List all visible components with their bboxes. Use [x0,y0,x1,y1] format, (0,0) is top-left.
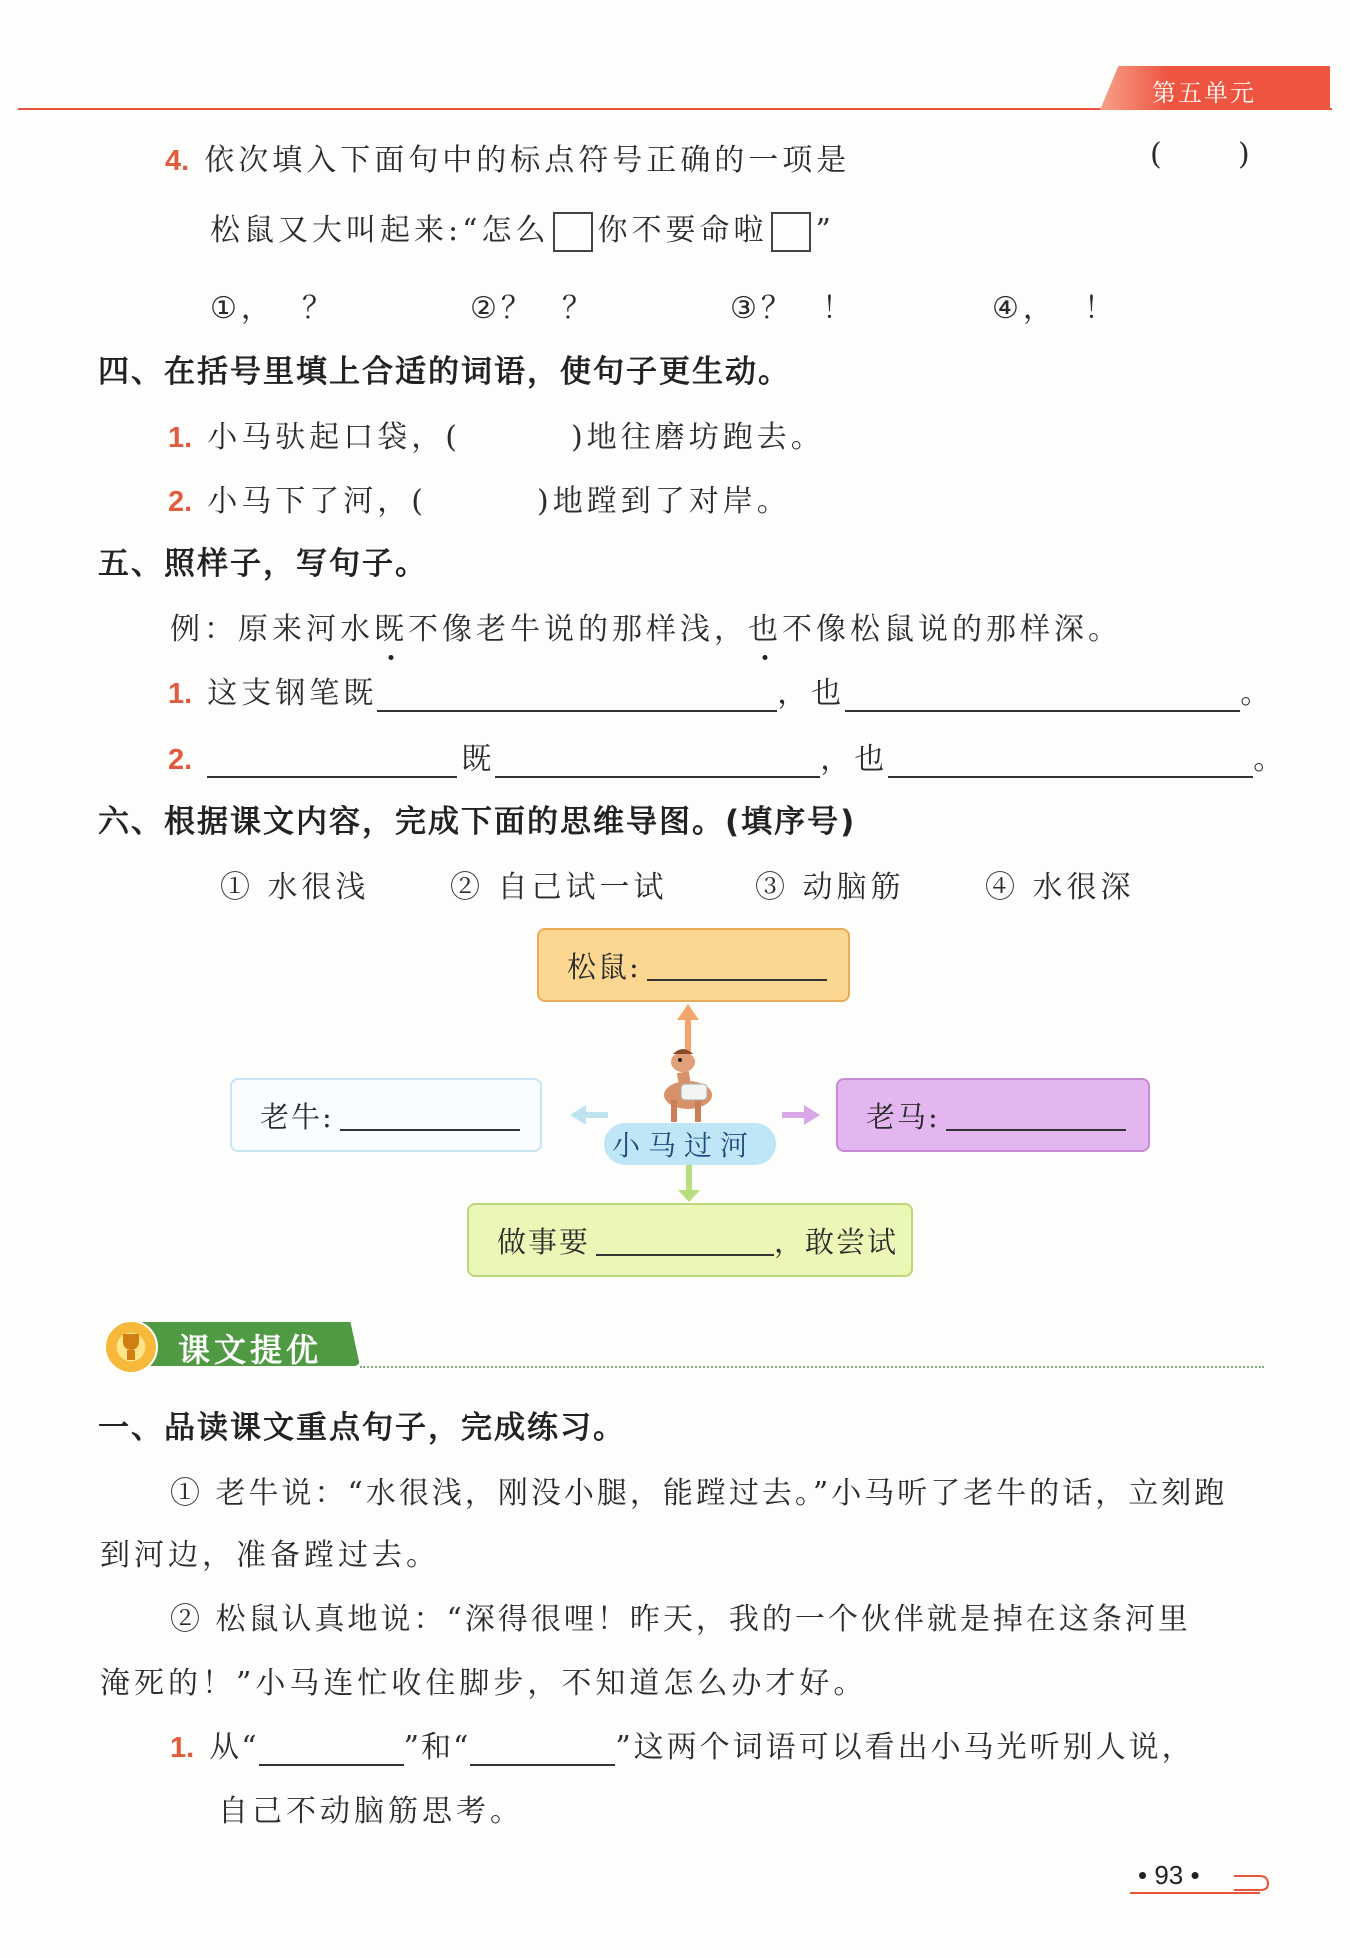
sec4-item-1 [168,412,825,456]
q4-sentence-a: 松鼠又大叫起来:“怎么 [210,213,550,248]
map-box-squirrel [537,928,850,1002]
sec6-option-2: ② 自己试一试 [450,870,668,905]
sec1-q1-b: ”和“ [403,1730,471,1765]
sec5-item-2-number: 2. [168,744,193,776]
sec5-example-a: 例：原来河水 [170,612,374,647]
sec5-item-2 [168,734,1287,778]
map-bottom-b: ，敢尝试 [774,1224,899,1259]
trophy-icon [104,1320,158,1374]
q4-stem-row [165,135,850,179]
map-bottom-blank[interactable] [596,1224,774,1256]
sec5-item-1 [168,668,1274,712]
map-bottom-a: 做事要 [497,1224,591,1259]
map-top-blank[interactable] [647,949,827,981]
arrow-down [678,1162,700,1202]
pony-icon [643,1040,733,1130]
sec5-item-2-b: ，也 [820,742,889,777]
sec1-q1-line-2: 自己不动脑筋思考。 [218,1794,524,1829]
q4-sentence-c: ” [815,213,835,248]
map-box-old-horse [836,1078,1150,1152]
sec1-q1-a: 从“ [209,1730,259,1765]
footer-rule [1130,1892,1260,1894]
q4-blank-box-1[interactable] [553,212,593,252]
map-box-lesson [467,1203,913,1277]
sec5-example-ji: 既 [374,604,408,648]
sec4-item-2 [168,476,791,520]
q4-option-3[interactable]: ③？ ！ [730,291,856,326]
sec5-item-1-a: 这支钢笔既 [207,676,378,711]
sec5-item-1-blank-2[interactable] [845,680,1240,712]
sec5-item-2-blank-1[interactable] [207,746,457,778]
sec5-title: 五、照样子，写句子。 [98,546,428,582]
sec1-paragraph-2-line-1: ② 松鼠认真地说：“深得很哩！昨天，我的一个伙伴就是掉在这条河里 [170,1602,1191,1637]
sec1-q1-blank-2[interactable] [470,1734,615,1766]
sec1-paragraph-1-line-1: ① 老牛说：“水很浅，刚没小腿，能蹚过去。”小马听了老牛的话，立刻跑 [170,1476,1228,1511]
map-right-blank[interactable] [946,1099,1126,1131]
q4-number: 4. [165,145,190,177]
banner-label: 课文提优 [178,1331,323,1369]
sec5-item-2-blank-2[interactable] [495,746,820,778]
sec5-item-1-blank-1[interactable] [377,680,777,712]
q4-sentence-b: 你不要命啦 [597,213,768,248]
map-right-label: 老马: [866,1099,940,1134]
sec1-title: 一、品读课文重点句子，完成练习。 [98,1410,626,1446]
sec4-item-1-a: 小马驮起口袋，( [207,420,461,455]
arrow-right [782,1105,820,1125]
q4-answer-paren[interactable]: ( ) [1150,137,1250,172]
map-left-label: 老牛: [260,1099,334,1134]
sec4-item-2-b: )地蹚到了对岸。 [537,484,791,519]
arrow-left [570,1105,608,1125]
sec4-item-1-number: 1. [168,422,193,454]
q4-stem: 依次填入下面句中的标点符号正确的一项是 [204,143,851,178]
sec6-option-1: ① 水很浅 [220,870,370,905]
q4-sentence [210,205,835,252]
banner-dotted-rule [360,1366,1264,1368]
sec5-item-1-b: ，也 [777,676,846,711]
sec6-option-4: ④ 水很深 [985,870,1135,905]
sec6-option-3: ③ 动脑筋 [755,870,905,905]
q4-option-4[interactable]: ④， ！ [992,291,1118,326]
sec5-example-ye: 也 [748,604,782,648]
unit-label: 第五单元 [1152,79,1256,107]
map-center-title: 小马过河 [612,1129,757,1162]
sec4-item-2-number: 2. [168,486,193,518]
sec6-title: 六、根据课文内容，完成下面的思维导图。(填序号) [98,804,857,840]
page-number: • 93 • [1138,1860,1200,1890]
sec1-paragraph-1-line-2: 到河边，准备蹚过去。 [100,1538,440,1573]
sec1-q1-c: ”这两个词语可以看出小马光听别人说， [615,1730,1195,1765]
sec4-item-1-b: )地往磨坊跑去。 [571,420,825,455]
sec1-question-1 [170,1722,1195,1766]
q4-option-1[interactable]: ①， ？ [210,291,336,326]
sec5-example-c: 不像松鼠说的那样深。 [782,612,1122,647]
sec4-item-2-a: 小马下了河，( [207,484,427,519]
q4-blank-box-2[interactable] [771,212,811,252]
sec4-title: 四、在括号里填上合适的词语，使句子更生动。 [98,354,791,390]
sec5-item-1-c: 。 [1240,676,1275,711]
sec5-example [170,604,1122,648]
sec1-paragraph-2-line-2: 淹死的！”小马连忙收住脚步，不知道怎么办才好。 [100,1666,868,1701]
q4-option-2[interactable]: ②？ ？ [470,291,596,326]
map-left-blank[interactable] [340,1099,520,1131]
sec5-item-1-number: 1. [168,678,193,710]
sec5-item-2-blank-3[interactable] [888,746,1253,778]
map-box-ox [230,1078,542,1152]
sec5-item-2-a: 既 [461,742,496,777]
sec1-q1-blank-1[interactable] [259,1734,404,1766]
sec1-q1-number: 1. [170,1732,195,1764]
map-top-label: 松鼠: [567,949,641,984]
sec5-item-2-c: 。 [1253,742,1288,777]
sec5-example-b: 不像老牛说的那样浅， [408,612,748,647]
